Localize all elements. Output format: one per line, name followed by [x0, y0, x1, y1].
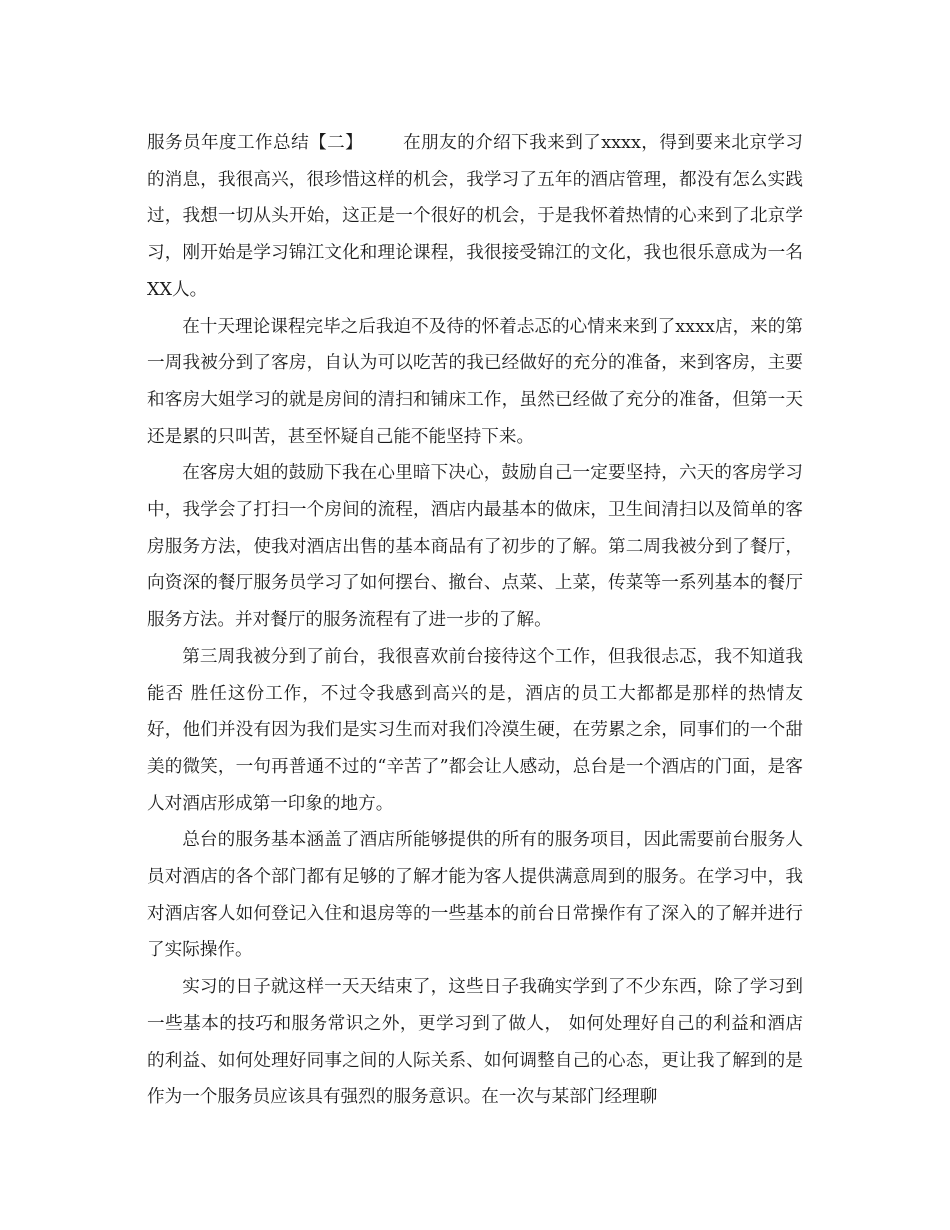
paragraph: 总台的服务基本涵盖了酒店所能够提供的所有的服务项目，因此需要前台服务人员对酒店的各个部门都有足够的了解才能为客人提供满意周到的服务。在学习中，我对酒店客人如何登记入住和退房等的一些基本的前台日常操作有了深入的了解并进行了实际操作。 — [147, 830, 803, 961]
document-page — [147, 125, 803, 1116]
paragraph: 在十天理论课程完毕之后我迫不及待的怀着忐忑的心情来来到了xxxx店，来的第一周我被分到了客房，自认为可以吃苦的我已经做好的充分的准备，来到客房，主要和客房大姐学习的就是房间的清扫和铺床工作，虽然已经做了充分的准备，但第一天还是累的只叫苦，甚至怀疑自己能不能坚持下来。 — [147, 316, 803, 447]
paragraph-intro — [147, 125, 803, 309]
paragraph: 实习的日子就这样一天天结束了，这些日子我确实学到了不少东西，除了学习到一些基本的技巧和服务常识之外，更学习到了做人， 如何处理好自己的利益和酒店的利益、如何处理好同事之间的人际关系、如何调整自己的心态，更让我了解到的是作为一个服务员应该具有强烈的服务意识。在一次与某部门经理聊 — [147, 977, 803, 1108]
paragraph-text: 在朋友的介绍下我来到了xxxx，得到要来北京学习的消息，我很高兴，很珍惜这样的机会，我学习了五年的酒店管理，都没有怎么实践过，我想一切从头开始，这正是一个很好的机会，于是我怀着热情的心来到了北京学习，刚开始是学习锦江文化和理论课程，我很接受锦江的文化，我也很乐意成为一名XX人。 — [147, 133, 803, 300]
document-title: 服务员年度工作总结【二】 — [147, 133, 364, 153]
paragraph: 第三周我被分到了前台，我很喜欢前台接待这个工作，但我很忐忑，我不知道我能否 胜任这份工作，不过令我感到高兴的是，酒店的员工大都都是那样的热情友好，他们并没有因为我们是实习生而对我们冷漠生硬，在劳累之余，同事们的一个甜美的微笑，一句再普通不过的“辛苦了”都会让人感动，总台是一个酒店的门面，是客人对酒店形成第一印象的地方。 — [147, 646, 803, 814]
paragraph: 在客房大姐的鼓励下我在心里暗下决心，鼓励自己一定要坚持，六天的客房学习中，我学会了打扫一个房间的流程，酒店内最基本的做床，卫生间清扫以及简单的客房服务方法，使我对酒店出售的基本商品有了初步的了解。第二周我被分到了餐厅，向资深的餐厅服务员学习了如何摆台、撤台、点菜、上菜，传菜等一系列基本的餐厅服务方法。并对餐厅的服务流程有了进一步的了解。 — [147, 463, 803, 631]
